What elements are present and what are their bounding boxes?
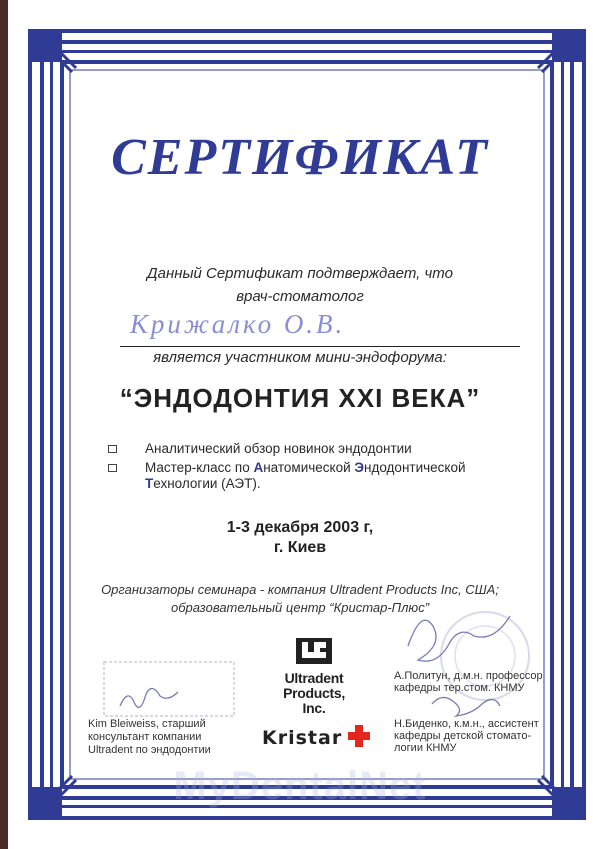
signatory-left-line: консультант компании — [88, 731, 202, 743]
signatory-right-top — [394, 670, 564, 694]
program-item — [108, 460, 528, 492]
organizers-line-1: Организаторы семинара - компания Ultradent Products Inc, США; — [101, 582, 499, 597]
program-item — [108, 441, 528, 457]
kristar-logo — [262, 724, 382, 749]
word-anatom: натомической — [263, 460, 355, 475]
event-date: 1-3 декабря 2003 г, — [226, 519, 374, 536]
signatory-left-line: Kim Bleiweiss, старший — [88, 718, 206, 730]
bullet-box-icon — [108, 464, 117, 472]
signatory-right-bottom-line: логии КНМУ — [394, 742, 457, 754]
signatory-right-bottom-line: Н.Биденко, к.м.н., ассистент — [394, 718, 539, 730]
name-underline — [120, 346, 520, 347]
signatory-left — [88, 718, 258, 757]
event-city: г. Киев — [273, 539, 327, 556]
program-item-text: Аналитический обзор новинок эндодонтии — [145, 441, 412, 456]
letter-a: А — [253, 460, 264, 475]
signatory-right-bottom-line: кафедры детской стомато- — [394, 730, 532, 742]
kristar-logo-text: Kristar — [262, 727, 343, 749]
confirm-line-2: врач-стоматолог — [236, 288, 364, 305]
organizers-block — [0, 581, 600, 617]
forum-title: “ЭНДОДОНТИЯ XXI ВЕКА” — [119, 383, 481, 413]
ultradent-logo — [272, 636, 356, 716]
member-line: является участником мини-эндофорума: — [153, 349, 447, 366]
ultradent-logo-line-1: Ultradent — [284, 670, 344, 686]
program-list — [108, 441, 528, 495]
signatory-left-line: Ultradent по эндодонтии — [88, 744, 211, 756]
red-cross-icon — [347, 724, 371, 748]
word-endo: ндодонтической — [364, 460, 466, 475]
program-item-pre: Мастер-класс по — [145, 460, 254, 475]
letter-t: Т — [145, 476, 154, 491]
signatory-right-top-line: кафедры тер.стом. КНМУ — [394, 682, 525, 694]
signatory-right-top-line: А.Политун, д.м.н. профессор — [394, 670, 543, 682]
letter-e: Э — [354, 460, 365, 475]
event-date-block — [0, 518, 600, 558]
bullet-box-icon — [108, 445, 117, 453]
recipient-name: Крижалко О.В. — [130, 309, 346, 339]
watermark: MyDentalNet — [173, 764, 427, 808]
organizers-line-2: образовательный центр “Кристар-Плюс” — [170, 600, 430, 615]
confirm-line-1: Данный Сертификат подтверждает, что — [147, 265, 453, 282]
signatory-right-bottom — [394, 718, 564, 754]
ultradent-mark-icon — [294, 636, 334, 666]
certificate-title: СЕРТИФИКАТ — [111, 129, 489, 186]
ultradent-logo-line-2: Products, Inc. — [283, 685, 345, 716]
word-tech: ехнологии (АЭТ). — [153, 476, 261, 491]
